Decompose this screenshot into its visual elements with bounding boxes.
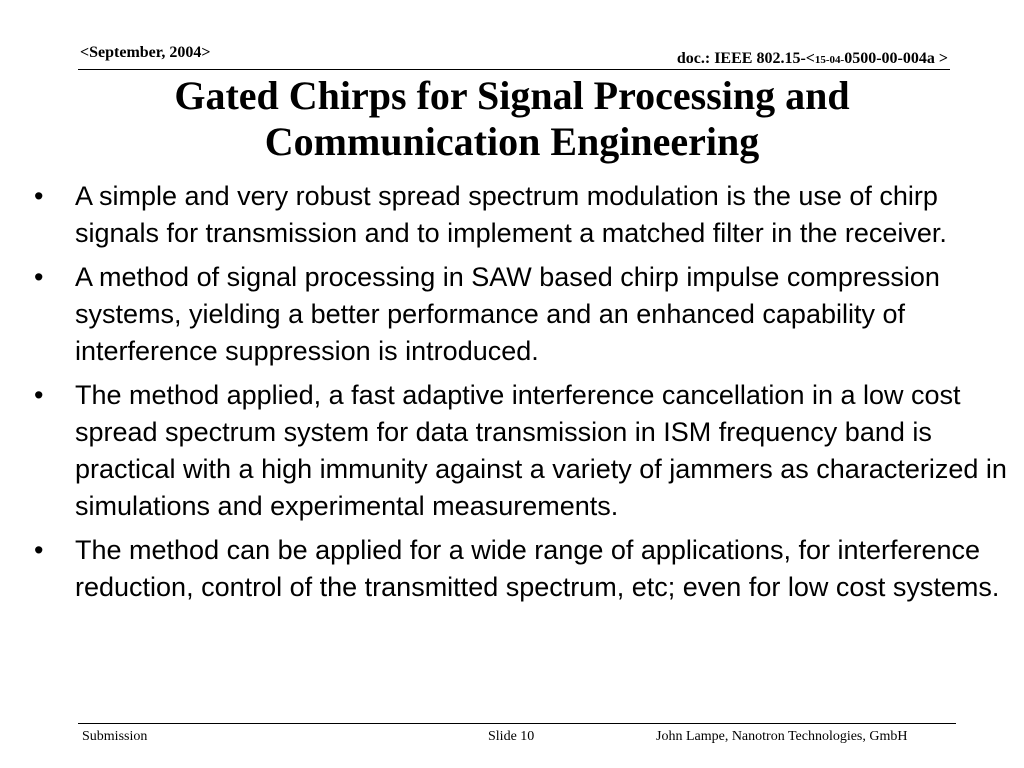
bullet-item — [32, 377, 1017, 525]
bullet-marker: • — [34, 262, 44, 292]
bullet-text: A simple and very robust spread spectrum modulation is the use of chirp signals for transmission and to implement a matched filter in the receiver. — [75, 181, 947, 248]
slide-title-line-1: Gated Chirps for Signal Processing and — [174, 73, 850, 118]
bullet-marker: • — [34, 181, 44, 211]
slide-title — [0, 73, 1024, 165]
bullet-item — [32, 532, 1017, 606]
bullet-text: The method can be applied for a wide range of applications, for interference reduction, control of the transmitted spectrum, etc; even for low cost systems. — [75, 535, 1000, 602]
header-doc-id — [677, 50, 948, 68]
bullet-text: The method applied, a fast adaptive interference cancellation in a low cost spread spectrum system for data transmission in ISM frequency band is practical with a high immunity against a variety of jammers as characterized in simulations and experimental measurements. — [75, 380, 1007, 521]
footer-author: John Lampe, Nanotron Technologies, GmbH — [656, 729, 908, 744]
bullet-item — [32, 178, 1017, 252]
bullet-list — [32, 178, 1017, 613]
slide-title-line-2: Communication Engineering — [264, 119, 760, 164]
header-doc-prefix: doc.: IEEE 802.15-< — [676, 50, 815, 67]
bullet-marker: • — [34, 535, 44, 565]
header-divider — [78, 69, 950, 70]
bullet-item — [32, 259, 1017, 370]
footer-slide-number: Slide 10 — [488, 729, 535, 744]
footer-submission: Submission — [82, 729, 148, 744]
footer-divider — [78, 723, 956, 724]
header-date: <September, 2004> — [80, 44, 211, 61]
header-doc-small: 15-04- — [814, 54, 845, 66]
bullet-marker: • — [34, 380, 44, 410]
bullet-text: A method of signal processing in SAW based chirp impulse compression systems, yielding a better performance and an enhanced capability of interference suppression is introduced. — [75, 262, 940, 366]
header-doc-suffix: 0500-00-004a > — [844, 50, 948, 67]
